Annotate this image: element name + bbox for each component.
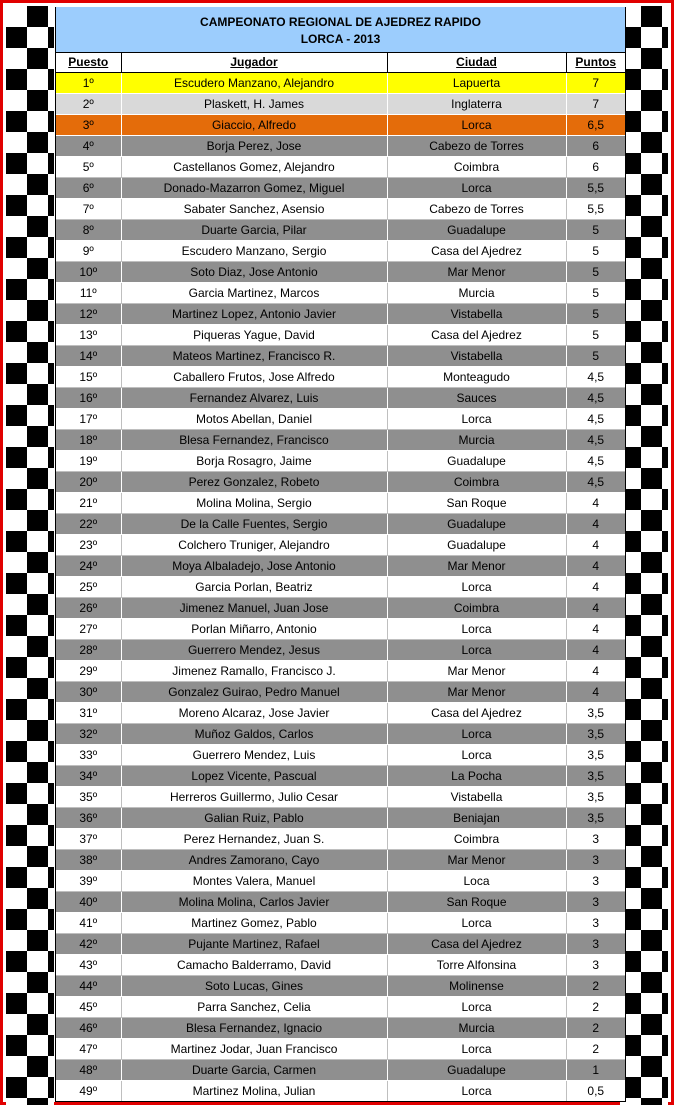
player-cell: Martinez Molina, Julian: [121, 1081, 387, 1102]
player-cell: Montes Valera, Manuel: [121, 871, 387, 892]
table-row: [56, 745, 625, 766]
points-cell: 3: [566, 829, 625, 850]
table-row: [56, 199, 625, 220]
player-cell: Gonzalez Guirao, Pedro Manuel: [121, 682, 387, 703]
player-cell: Duarte Garcia, Pilar: [121, 220, 387, 241]
city-cell: Cabezo de Torres: [387, 199, 566, 220]
city-cell: Lorca: [387, 724, 566, 745]
city-cell: Beniajan: [387, 808, 566, 829]
points-cell: 4,5: [566, 451, 625, 472]
points-cell: 4: [566, 493, 625, 514]
player-cell: Plaskett, H. James: [121, 94, 387, 115]
table-row: [56, 430, 625, 451]
table-row: [56, 535, 625, 556]
city-cell: Lorca: [387, 1081, 566, 1102]
points-cell: 3,5: [566, 745, 625, 766]
player-cell: De la Calle Fuentes, Sergio: [121, 514, 387, 535]
city-cell: Murcia: [387, 283, 566, 304]
points-cell: 5: [566, 220, 625, 241]
player-cell: Garcia Porlan, Beatriz: [121, 577, 387, 598]
rank-cell: 4º: [56, 136, 121, 157]
player-cell: Andres Zamorano, Cayo: [121, 850, 387, 871]
player-cell: Soto Lucas, Gines: [121, 976, 387, 997]
city-cell: Casa del Ajedrez: [387, 934, 566, 955]
rank-cell: 38º: [56, 850, 121, 871]
player-cell: Garcia Martinez, Marcos: [121, 283, 387, 304]
player-cell: Guerrero Mendez, Jesus: [121, 640, 387, 661]
player-cell: Escudero Manzano, Sergio: [121, 241, 387, 262]
table-row: [56, 472, 625, 493]
table-row: [56, 1081, 625, 1102]
player-cell: Escudero Manzano, Alejandro: [121, 73, 387, 94]
rank-cell: 6º: [56, 178, 121, 199]
city-cell: Lorca: [387, 178, 566, 199]
points-cell: 7: [566, 94, 625, 115]
player-cell: Martinez Jodar, Juan Francisco: [121, 1039, 387, 1060]
table-row: [56, 409, 625, 430]
points-cell: 2: [566, 1039, 625, 1060]
player-cell: Fernandez Alvarez, Luis: [121, 388, 387, 409]
points-cell: 4: [566, 619, 625, 640]
player-cell: Moya Albaladejo, Jose Antonio: [121, 556, 387, 577]
table-row: [56, 682, 625, 703]
rank-cell: 36º: [56, 808, 121, 829]
column-header-puntos: Puntos: [566, 53, 625, 73]
city-cell: Loca: [387, 871, 566, 892]
table-row: [56, 1018, 625, 1039]
rank-cell: 37º: [56, 829, 121, 850]
player-cell: Duarte Garcia, Carmen: [121, 1060, 387, 1081]
table-row: [56, 787, 625, 808]
rank-cell: 31º: [56, 703, 121, 724]
points-cell: 5,5: [566, 199, 625, 220]
rank-cell: 44º: [56, 976, 121, 997]
points-cell: 4: [566, 640, 625, 661]
table-row: [56, 1039, 625, 1060]
rank-cell: 20º: [56, 472, 121, 493]
rank-cell: 16º: [56, 388, 121, 409]
points-cell: 3: [566, 850, 625, 871]
points-cell: 3: [566, 913, 625, 934]
table-row: [56, 115, 625, 136]
table-row: [56, 934, 625, 955]
points-cell: 3,5: [566, 703, 625, 724]
table-row: [56, 577, 625, 598]
table-row: [56, 556, 625, 577]
points-cell: 4: [566, 598, 625, 619]
points-cell: 4,5: [566, 472, 625, 493]
player-cell: Camacho Balderramo, David: [121, 955, 387, 976]
city-cell: Vistabella: [387, 787, 566, 808]
points-cell: 3,5: [566, 808, 625, 829]
rank-cell: 23º: [56, 535, 121, 556]
player-cell: Jimenez Manuel, Juan Jose: [121, 598, 387, 619]
city-cell: Lorca: [387, 1039, 566, 1060]
rank-cell: 39º: [56, 871, 121, 892]
points-cell: 4,5: [566, 409, 625, 430]
points-cell: 4: [566, 514, 625, 535]
column-header-ciudad: Ciudad: [387, 53, 566, 73]
column-header-row: [56, 53, 625, 73]
table-row: [56, 976, 625, 997]
table-row: [56, 955, 625, 976]
points-cell: 5: [566, 325, 625, 346]
player-cell: Borja Rosagro, Jaime: [121, 451, 387, 472]
table-row: [56, 136, 625, 157]
rank-cell: 2º: [56, 94, 121, 115]
city-cell: Vistabella: [387, 346, 566, 367]
rank-cell: 48º: [56, 1060, 121, 1081]
column-header-jugador: Jugador: [121, 53, 387, 73]
table-row: [56, 829, 625, 850]
city-cell: Coimbra: [387, 472, 566, 493]
table-row: [56, 997, 625, 1018]
player-cell: Moreno Alcaraz, Jose Javier: [121, 703, 387, 724]
player-cell: Sabater Sanchez, Asensio: [121, 199, 387, 220]
points-cell: 5: [566, 241, 625, 262]
player-cell: Colchero Truniger, Alejandro: [121, 535, 387, 556]
table-row: [56, 304, 625, 325]
table-row: [56, 493, 625, 514]
left-checkerboard-border: [6, 6, 54, 1105]
player-cell: Martinez Gomez, Pablo: [121, 913, 387, 934]
rank-cell: 46º: [56, 1018, 121, 1039]
standings-sheet: [55, 7, 626, 1102]
points-cell: 4: [566, 556, 625, 577]
city-cell: Murcia: [387, 1018, 566, 1039]
city-cell: Mar Menor: [387, 262, 566, 283]
rank-cell: 35º: [56, 787, 121, 808]
rank-cell: 7º: [56, 199, 121, 220]
table-row: [56, 157, 625, 178]
city-cell: Lorca: [387, 409, 566, 430]
table-row: [56, 850, 625, 871]
rank-cell: 12º: [56, 304, 121, 325]
points-cell: 6,5: [566, 115, 625, 136]
rank-cell: 24º: [56, 556, 121, 577]
table-row: [56, 178, 625, 199]
rank-cell: 11º: [56, 283, 121, 304]
rank-cell: 27º: [56, 619, 121, 640]
player-cell: Blesa Fernandez, Francisco: [121, 430, 387, 451]
points-cell: 4,5: [566, 367, 625, 388]
player-cell: Molina Molina, Sergio: [121, 493, 387, 514]
city-cell: Mar Menor: [387, 682, 566, 703]
city-cell: Torre Alfonsina: [387, 955, 566, 976]
city-cell: Guadalupe: [387, 1060, 566, 1081]
points-cell: 3: [566, 955, 625, 976]
rank-cell: 30º: [56, 682, 121, 703]
table-row: [56, 388, 625, 409]
points-cell: 5: [566, 346, 625, 367]
rank-cell: 43º: [56, 955, 121, 976]
points-cell: 5,5: [566, 178, 625, 199]
player-cell: Muñoz Galdos, Carlos: [121, 724, 387, 745]
city-cell: Coimbra: [387, 157, 566, 178]
rank-cell: 26º: [56, 598, 121, 619]
rank-cell: 42º: [56, 934, 121, 955]
table-row: [56, 94, 625, 115]
points-cell: 4: [566, 682, 625, 703]
city-cell: Guadalupe: [387, 535, 566, 556]
table-row: [56, 640, 625, 661]
points-cell: 3,5: [566, 787, 625, 808]
table-row: [56, 892, 625, 913]
player-cell: Molina Molina, Carlos Javier: [121, 892, 387, 913]
table-row: [56, 262, 625, 283]
table-row: [56, 1060, 625, 1081]
city-cell: Lorca: [387, 745, 566, 766]
table-header-banner: [56, 7, 625, 53]
rank-cell: 34º: [56, 766, 121, 787]
player-cell: Soto Diaz, Jose Antonio: [121, 262, 387, 283]
table-row: [56, 367, 625, 388]
player-cell: Blesa Fernandez, Ignacio: [121, 1018, 387, 1039]
points-cell: 6: [566, 136, 625, 157]
player-cell: Perez Hernandez, Juan S.: [121, 829, 387, 850]
city-cell: Inglaterra: [387, 94, 566, 115]
city-cell: Vistabella: [387, 304, 566, 325]
points-cell: 0,5: [566, 1081, 625, 1102]
city-cell: Lorca: [387, 619, 566, 640]
rank-cell: 40º: [56, 892, 121, 913]
city-cell: Guadalupe: [387, 451, 566, 472]
city-cell: Molinense: [387, 976, 566, 997]
table-row: [56, 703, 625, 724]
table-row: [56, 808, 625, 829]
standings-table: [56, 53, 625, 1102]
points-cell: 4: [566, 577, 625, 598]
city-cell: Sauces: [387, 388, 566, 409]
table-row: [56, 220, 625, 241]
rank-cell: 21º: [56, 493, 121, 514]
player-cell: Perez Gonzalez, Robeto: [121, 472, 387, 493]
player-cell: Jimenez Ramallo, Francisco J.: [121, 661, 387, 682]
points-cell: 1: [566, 1060, 625, 1081]
player-cell: Mateos Martinez, Francisco R.: [121, 346, 387, 367]
points-cell: 7: [566, 73, 625, 94]
points-cell: 2: [566, 997, 625, 1018]
city-cell: Lorca: [387, 997, 566, 1018]
city-cell: Mar Menor: [387, 556, 566, 577]
rank-cell: 19º: [56, 451, 121, 472]
player-cell: Caballero Frutos, Jose Alfredo: [121, 367, 387, 388]
points-cell: 3,5: [566, 766, 625, 787]
rank-cell: 8º: [56, 220, 121, 241]
city-cell: Casa del Ajedrez: [387, 703, 566, 724]
rank-cell: 41º: [56, 913, 121, 934]
player-cell: Lopez Vicente, Pascual: [121, 766, 387, 787]
rank-cell: 13º: [56, 325, 121, 346]
table-row: [56, 346, 625, 367]
table-row: [56, 514, 625, 535]
player-cell: Borja Perez, Jose: [121, 136, 387, 157]
rank-cell: 14º: [56, 346, 121, 367]
rank-cell: 49º: [56, 1081, 121, 1102]
points-cell: 4,5: [566, 388, 625, 409]
player-cell: Motos Abellan, Daniel: [121, 409, 387, 430]
points-cell: 4: [566, 535, 625, 556]
city-cell: Murcia: [387, 430, 566, 451]
points-cell: 3: [566, 871, 625, 892]
rank-cell: 17º: [56, 409, 121, 430]
table-row: [56, 283, 625, 304]
table-row: [56, 73, 625, 94]
points-cell: 2: [566, 976, 625, 997]
player-cell: Piqueras Yague, David: [121, 325, 387, 346]
table-row: [56, 451, 625, 472]
player-cell: Castellanos Gomez, Alejandro: [121, 157, 387, 178]
points-cell: 5: [566, 262, 625, 283]
city-cell: Mar Menor: [387, 661, 566, 682]
table-row: [56, 325, 625, 346]
rank-cell: 5º: [56, 157, 121, 178]
player-cell: Giaccio, Alfredo: [121, 115, 387, 136]
player-cell: Herreros Guillermo, Julio Cesar: [121, 787, 387, 808]
table-row: [56, 598, 625, 619]
right-checkerboard-border: [620, 6, 668, 1105]
column-header-puesto: Puesto: [56, 53, 121, 73]
city-cell: La Pocha: [387, 766, 566, 787]
city-cell: Mar Menor: [387, 850, 566, 871]
city-cell: Lorca: [387, 913, 566, 934]
rank-cell: 22º: [56, 514, 121, 535]
rank-cell: 45º: [56, 997, 121, 1018]
table-row: [56, 661, 625, 682]
city-cell: San Roque: [387, 892, 566, 913]
rank-cell: 47º: [56, 1039, 121, 1060]
rank-cell: 29º: [56, 661, 121, 682]
city-cell: Monteagudo: [387, 367, 566, 388]
player-cell: Porlan Miñarro, Antonio: [121, 619, 387, 640]
points-cell: 6: [566, 157, 625, 178]
standings-body: [56, 73, 625, 1102]
rank-cell: 25º: [56, 577, 121, 598]
tournament-subtitle: LORCA - 2013: [300, 32, 381, 46]
points-cell: 5: [566, 304, 625, 325]
player-cell: Guerrero Mendez, Luis: [121, 745, 387, 766]
points-cell: 4,5: [566, 430, 625, 451]
player-cell: Galian Ruiz, Pablo: [121, 808, 387, 829]
rank-cell: 10º: [56, 262, 121, 283]
points-cell: 3: [566, 934, 625, 955]
city-cell: Guadalupe: [387, 514, 566, 535]
city-cell: San Roque: [387, 493, 566, 514]
points-cell: 3,5: [566, 724, 625, 745]
city-cell: Lapuerta: [387, 73, 566, 94]
rank-cell: 1º: [56, 73, 121, 94]
player-cell: Pujante Martinez, Rafael: [121, 934, 387, 955]
city-cell: Lorca: [387, 577, 566, 598]
rank-cell: 28º: [56, 640, 121, 661]
table-row: [56, 913, 625, 934]
rank-cell: 33º: [56, 745, 121, 766]
city-cell: Lorca: [387, 640, 566, 661]
city-cell: Guadalupe: [387, 220, 566, 241]
table-row: [56, 619, 625, 640]
city-cell: Casa del Ajedrez: [387, 325, 566, 346]
table-row: [56, 766, 625, 787]
rank-cell: 15º: [56, 367, 121, 388]
rank-cell: 3º: [56, 115, 121, 136]
city-cell: Casa del Ajedrez: [387, 241, 566, 262]
rank-cell: 32º: [56, 724, 121, 745]
city-cell: Coimbra: [387, 598, 566, 619]
city-cell: Lorca: [387, 115, 566, 136]
city-cell: Cabezo de Torres: [387, 136, 566, 157]
points-cell: 4: [566, 661, 625, 682]
city-cell: Coimbra: [387, 829, 566, 850]
table-row: [56, 871, 625, 892]
points-cell: 3: [566, 892, 625, 913]
points-cell: 5: [566, 283, 625, 304]
table-row: [56, 724, 625, 745]
points-cell: 2: [566, 1018, 625, 1039]
tournament-title: CAMPEONATO REGIONAL DE AJEDREZ RAPIDO: [200, 15, 481, 29]
player-cell: Parra Sanchez, Celia: [121, 997, 387, 1018]
player-cell: Martinez Lopez, Antonio Javier: [121, 304, 387, 325]
rank-cell: 9º: [56, 241, 121, 262]
table-row: [56, 241, 625, 262]
player-cell: Donado-Mazarron Gomez, Miguel: [121, 178, 387, 199]
rank-cell: 18º: [56, 430, 121, 451]
